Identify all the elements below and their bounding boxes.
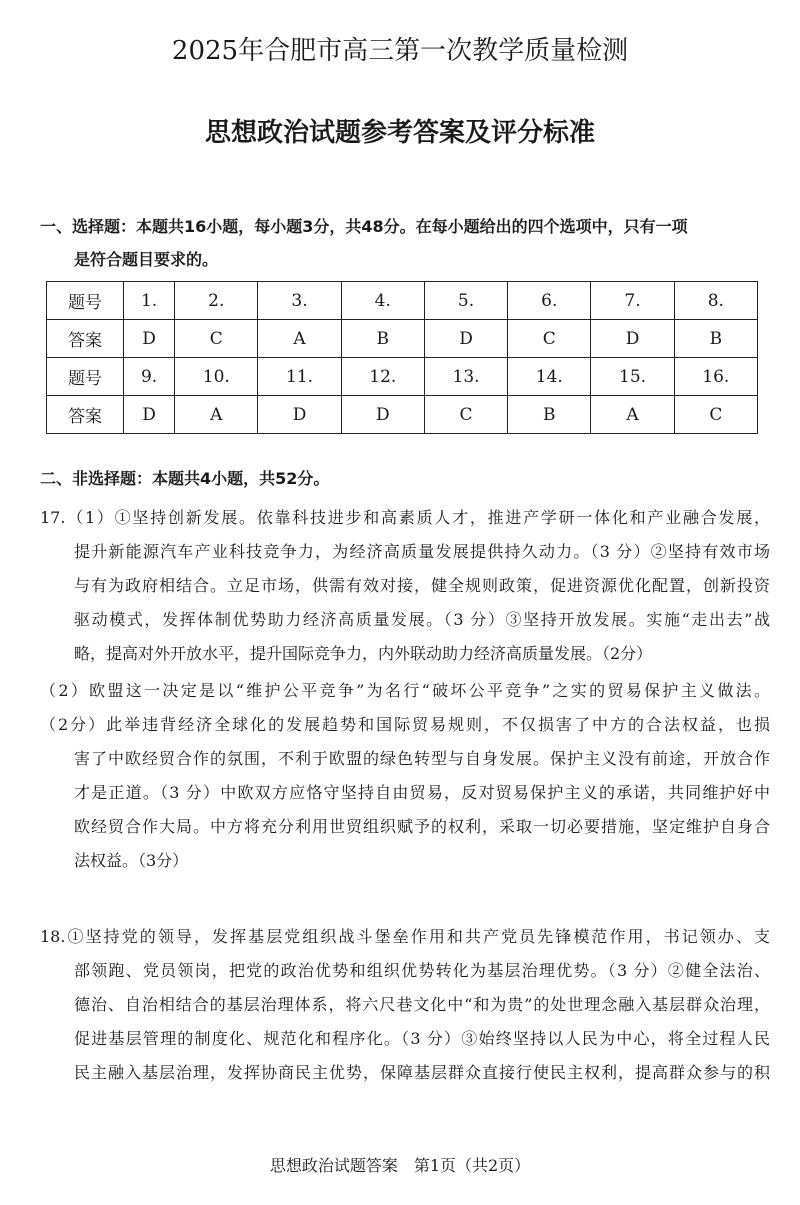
- answer-cell: B: [674, 320, 757, 358]
- answer-cell: 12.: [341, 358, 424, 396]
- answer-cell: 13.: [424, 358, 507, 396]
- answer-cell: 8.: [674, 282, 757, 320]
- answer-cell: D: [591, 320, 674, 358]
- answer-line: 才是正道。（3 分）中欧双方应恪守坚持自由贸易，反对贸易保护主义的承诺，共同维护好中: [74, 783, 770, 802]
- answer-cell: 3.: [258, 282, 341, 320]
- answer-line: 18.①坚持党的领导，发挥基层党组织战斗堡垒作用和共产党员先锋模范作用，书记领办、支: [40, 927, 770, 946]
- page-footer: 思想政治试题答案 第1页（共2页）: [269, 1156, 531, 1175]
- answer-cell: 10.: [175, 358, 258, 396]
- answer-cell: 7.: [591, 282, 674, 320]
- answer-cell: 1.: [124, 282, 175, 320]
- answer-cell: 4.: [341, 282, 424, 320]
- answer-line: 17.（1）①坚持创新发展。依靠科技进步和高素质人才，推进产学研一体化和产业融合发展，: [40, 508, 770, 527]
- answer-line: （2）欧盟这一决定是以“维护公平竞争”为名行“破坏公平竞争”之实的贸易保护主义做法。: [40, 681, 770, 700]
- answer-line: 与有为政府相结合。立足市场，供需有效对接，健全规则政策，促进资源优化配置，创新投资: [74, 576, 770, 595]
- answer-line: 驱动模式，发挥体制优势助力经济高质量发展。（3 分）③坚持开放发展。实施“走出去”战: [74, 610, 770, 629]
- answer-line: 欧经贸合作大局。中方将充分利用世贸组织赋予的权利，采取一切必要措施，坚定维护自身合: [74, 817, 770, 836]
- answer-line: 害了中欧经贸合作的氛围，不利于欧盟的绿色转型与自身发展。保护主义没有前途，开放合作: [74, 749, 770, 768]
- answer-line: 略，提高对外开放水平，提升国际竞争力，内外联动助力经济高质量发展。（2分）: [74, 644, 653, 663]
- answer-line: 部领跑、党员领岗，把党的政治优势和组织优势转化为基层治理优势。（3 分）②健全法治、: [74, 961, 770, 980]
- answer-table: [46, 281, 758, 434]
- answer-line: （2分）此举违背经济全球化的发展趋势和国际贸易规则，不仅损害了中方的合法权益，也损: [40, 715, 770, 734]
- row-header-cell: 答案: [47, 320, 124, 358]
- section1-heading-cont: 是符合题目要求的。: [74, 250, 219, 269]
- row-header-cell: 答案: [47, 396, 124, 434]
- answer-cell: 11.: [258, 358, 341, 396]
- answer-cell: D: [424, 320, 507, 358]
- document-title: 2025年合肥市高三第一次教学质量检测: [171, 36, 629, 66]
- row-header-cell: 题号: [47, 282, 124, 320]
- row-header-cell: 题号: [47, 358, 124, 396]
- answer-cell: 9.: [124, 358, 175, 396]
- answer-cell: 6.: [508, 282, 591, 320]
- answer-cell: D: [341, 396, 424, 434]
- section1-heading: 一、选择题：本题共16小题，每小题3分，共48分。在每小题给出的四个选项中，只有一项: [40, 217, 688, 236]
- answer-line: 民主融入基层治理，发挥协商民主优势，保障基层群众直接行使民主权利，提高群众参与的积: [74, 1063, 770, 1082]
- section2-heading: 二、非选择题：本题共4小题，共52分。: [40, 469, 330, 488]
- document-subtitle: 思想政治试题参考答案及评分标准: [204, 118, 595, 148]
- answer-cell: B: [508, 396, 591, 434]
- answer-cell: A: [591, 396, 674, 434]
- table-row: [47, 282, 758, 320]
- answer-line: 促进基层管理的制度化、规范化和程序化。（3 分）③始终坚持以人民为中心，将全过程人民: [74, 1029, 770, 1048]
- answer-cell: C: [424, 396, 507, 434]
- answer-cell: B: [341, 320, 424, 358]
- answer-cell: A: [258, 320, 341, 358]
- answer-cell: C: [508, 320, 591, 358]
- answer-cell: 14.: [508, 358, 591, 396]
- answer-line: 德治、自治相结合的基层治理体系，将六尺巷文化中“和为贵”的处世理念融入基层群众治理，: [74, 995, 770, 1014]
- answer-cell: D: [124, 320, 175, 358]
- answer-cell: C: [674, 396, 757, 434]
- answer-cell: 5.: [424, 282, 507, 320]
- table-row: [47, 396, 758, 434]
- answer-cell: C: [175, 320, 258, 358]
- answer-cell: 2.: [175, 282, 258, 320]
- answer-line: 提升新能源汽车产业科技竞争力，为经济高质量发展提供持久动力。（3 分）②坚持有效市场: [74, 542, 770, 561]
- table-row: [47, 320, 758, 358]
- answer-line: 法权益。（3分）: [74, 851, 189, 870]
- answer-cell: A: [175, 396, 258, 434]
- answer-cell: D: [124, 396, 175, 434]
- answer-cell: D: [258, 396, 341, 434]
- answer-cell: 16.: [674, 358, 757, 396]
- table-row: [47, 358, 758, 396]
- answer-cell: 15.: [591, 358, 674, 396]
